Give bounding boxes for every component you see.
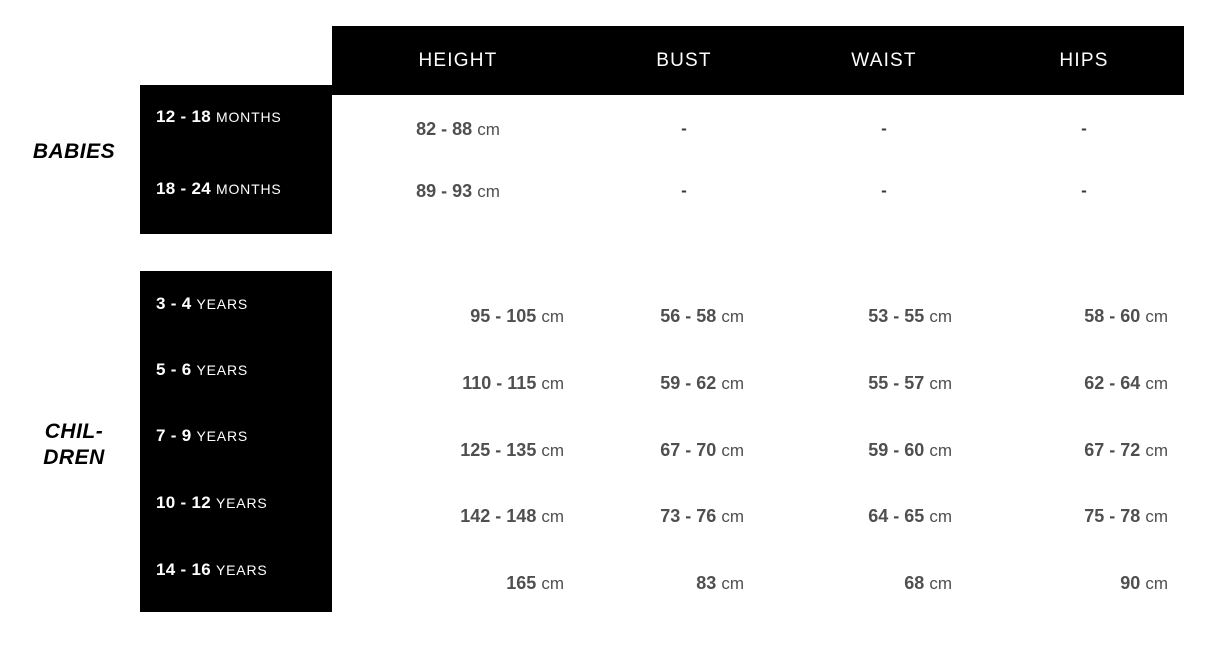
value: 67 - 72 [1084,440,1141,460]
cell-children-0-waist [784,303,952,329]
value: 59 - 60 [868,440,925,460]
cell-children-2-bust [584,437,744,463]
size-range-unit: YEARS [216,495,268,511]
value: 55 - 57 [868,373,925,393]
group-label-children [10,419,138,471]
value: 53 - 55 [868,306,925,326]
cell-babies-0-height [332,116,584,142]
cell-children-3-hips [984,503,1168,529]
size-label-14-16-years [140,560,332,580]
unit: cm [721,507,744,526]
value: 64 - 65 [868,506,925,526]
value: 67 - 70 [660,440,717,460]
size-label-10-12-years [140,493,332,513]
cell-babies-1-bust: - [681,181,687,200]
cell-children-0-height [332,303,564,329]
group-label-babies: BABIES [32,140,116,163]
value: 95 - 105 [470,306,537,326]
value: 75 - 78 [1084,506,1141,526]
unit: cm [929,574,952,593]
value: 68 [904,573,925,593]
size-range-value: 5 - 6 [156,360,192,379]
cell-children-0-bust [584,303,744,329]
value: 56 - 58 [660,306,717,326]
unit: cm [541,441,564,460]
cell-children-2-waist [784,437,952,463]
cell-babies-0-bust: - [681,119,687,138]
unit: cm [541,307,564,326]
unit: cm [1145,507,1168,526]
cell-children-1-waist [784,370,952,396]
size-label-5-6-years [140,360,332,380]
value: 165 [506,573,537,593]
unit: cm [721,374,744,393]
babies-size-column [140,85,332,234]
unit: cm [721,574,744,593]
value: 59 - 62 [660,373,717,393]
cell-children-1-height [332,370,564,396]
unit: cm [477,120,500,139]
cell-children-1-bust [584,370,744,396]
size-label-18-24-months [140,179,332,199]
column-header-bust: BUST [656,50,712,71]
size-range-value: 3 - 4 [156,294,192,313]
column-header-height: HEIGHT [418,50,498,71]
unit: cm [721,307,744,326]
unit: cm [929,374,952,393]
cell-children-2-hips [984,437,1168,463]
cell-children-3-height [332,503,564,529]
cell-children-0-hips [984,303,1168,329]
size-range-value: 12 - 18 [156,107,212,126]
cell-children-2-height [332,437,564,463]
column-header-hips: HIPS [1059,50,1109,71]
table-header-band [332,26,1184,95]
value: 110 - 115 [462,373,537,393]
value: 58 - 60 [1084,306,1141,326]
unit: cm [1145,441,1168,460]
size-range-value: 7 - 9 [156,426,192,445]
cell-children-4-waist [784,570,952,596]
value: 142 - 148 [460,506,537,526]
size-range-value: 18 - 24 [156,179,212,198]
unit: cm [541,374,564,393]
cell-children-1-hips [984,370,1168,396]
cell-children-3-bust [584,503,744,529]
unit: cm [1145,374,1168,393]
size-label-3-4-years [140,294,332,314]
size-range-unit: YEARS [196,428,248,444]
cell-children-4-bust [584,570,744,596]
size-range-value: 10 - 12 [156,493,212,512]
size-range-unit: YEARS [216,562,268,578]
cell-babies-1-waist: - [881,181,887,200]
group-label-children-line2: DREN [43,446,105,469]
size-range-unit: MONTHS [216,109,282,125]
value: 73 - 76 [660,506,717,526]
size-range-unit: YEARS [196,296,248,312]
children-size-column [140,271,332,612]
value: 83 [696,573,717,593]
unit: cm [477,182,500,201]
cell-babies-1-height [332,178,584,204]
size-range-value: 14 - 16 [156,560,212,579]
cell-babies-0-waist: - [881,119,887,138]
group-label-children-line1: CHIL- [44,420,104,443]
size-range-unit: MONTHS [216,181,282,197]
size-range-unit: YEARS [196,362,248,378]
unit: cm [541,507,564,526]
size-label-12-18-months [140,107,332,127]
value: 82 - 88 [416,119,473,139]
unit: cm [1145,574,1168,593]
unit: cm [929,441,952,460]
value: 125 - 135 [460,440,537,460]
cell-children-4-height [332,570,564,596]
unit: cm [541,574,564,593]
unit: cm [721,441,744,460]
column-header-waist: WAIST [851,50,917,71]
value: 62 - 64 [1084,373,1141,393]
value: 89 - 93 [416,181,473,201]
size-label-7-9-years [140,426,332,446]
unit: cm [929,307,952,326]
cell-children-4-hips [984,570,1168,596]
cell-children-3-waist [784,503,952,529]
value: 90 [1120,573,1141,593]
cell-babies-1-hips: - [1081,181,1087,200]
cell-babies-0-hips: - [1081,119,1087,138]
unit: cm [1145,307,1168,326]
unit: cm [929,507,952,526]
